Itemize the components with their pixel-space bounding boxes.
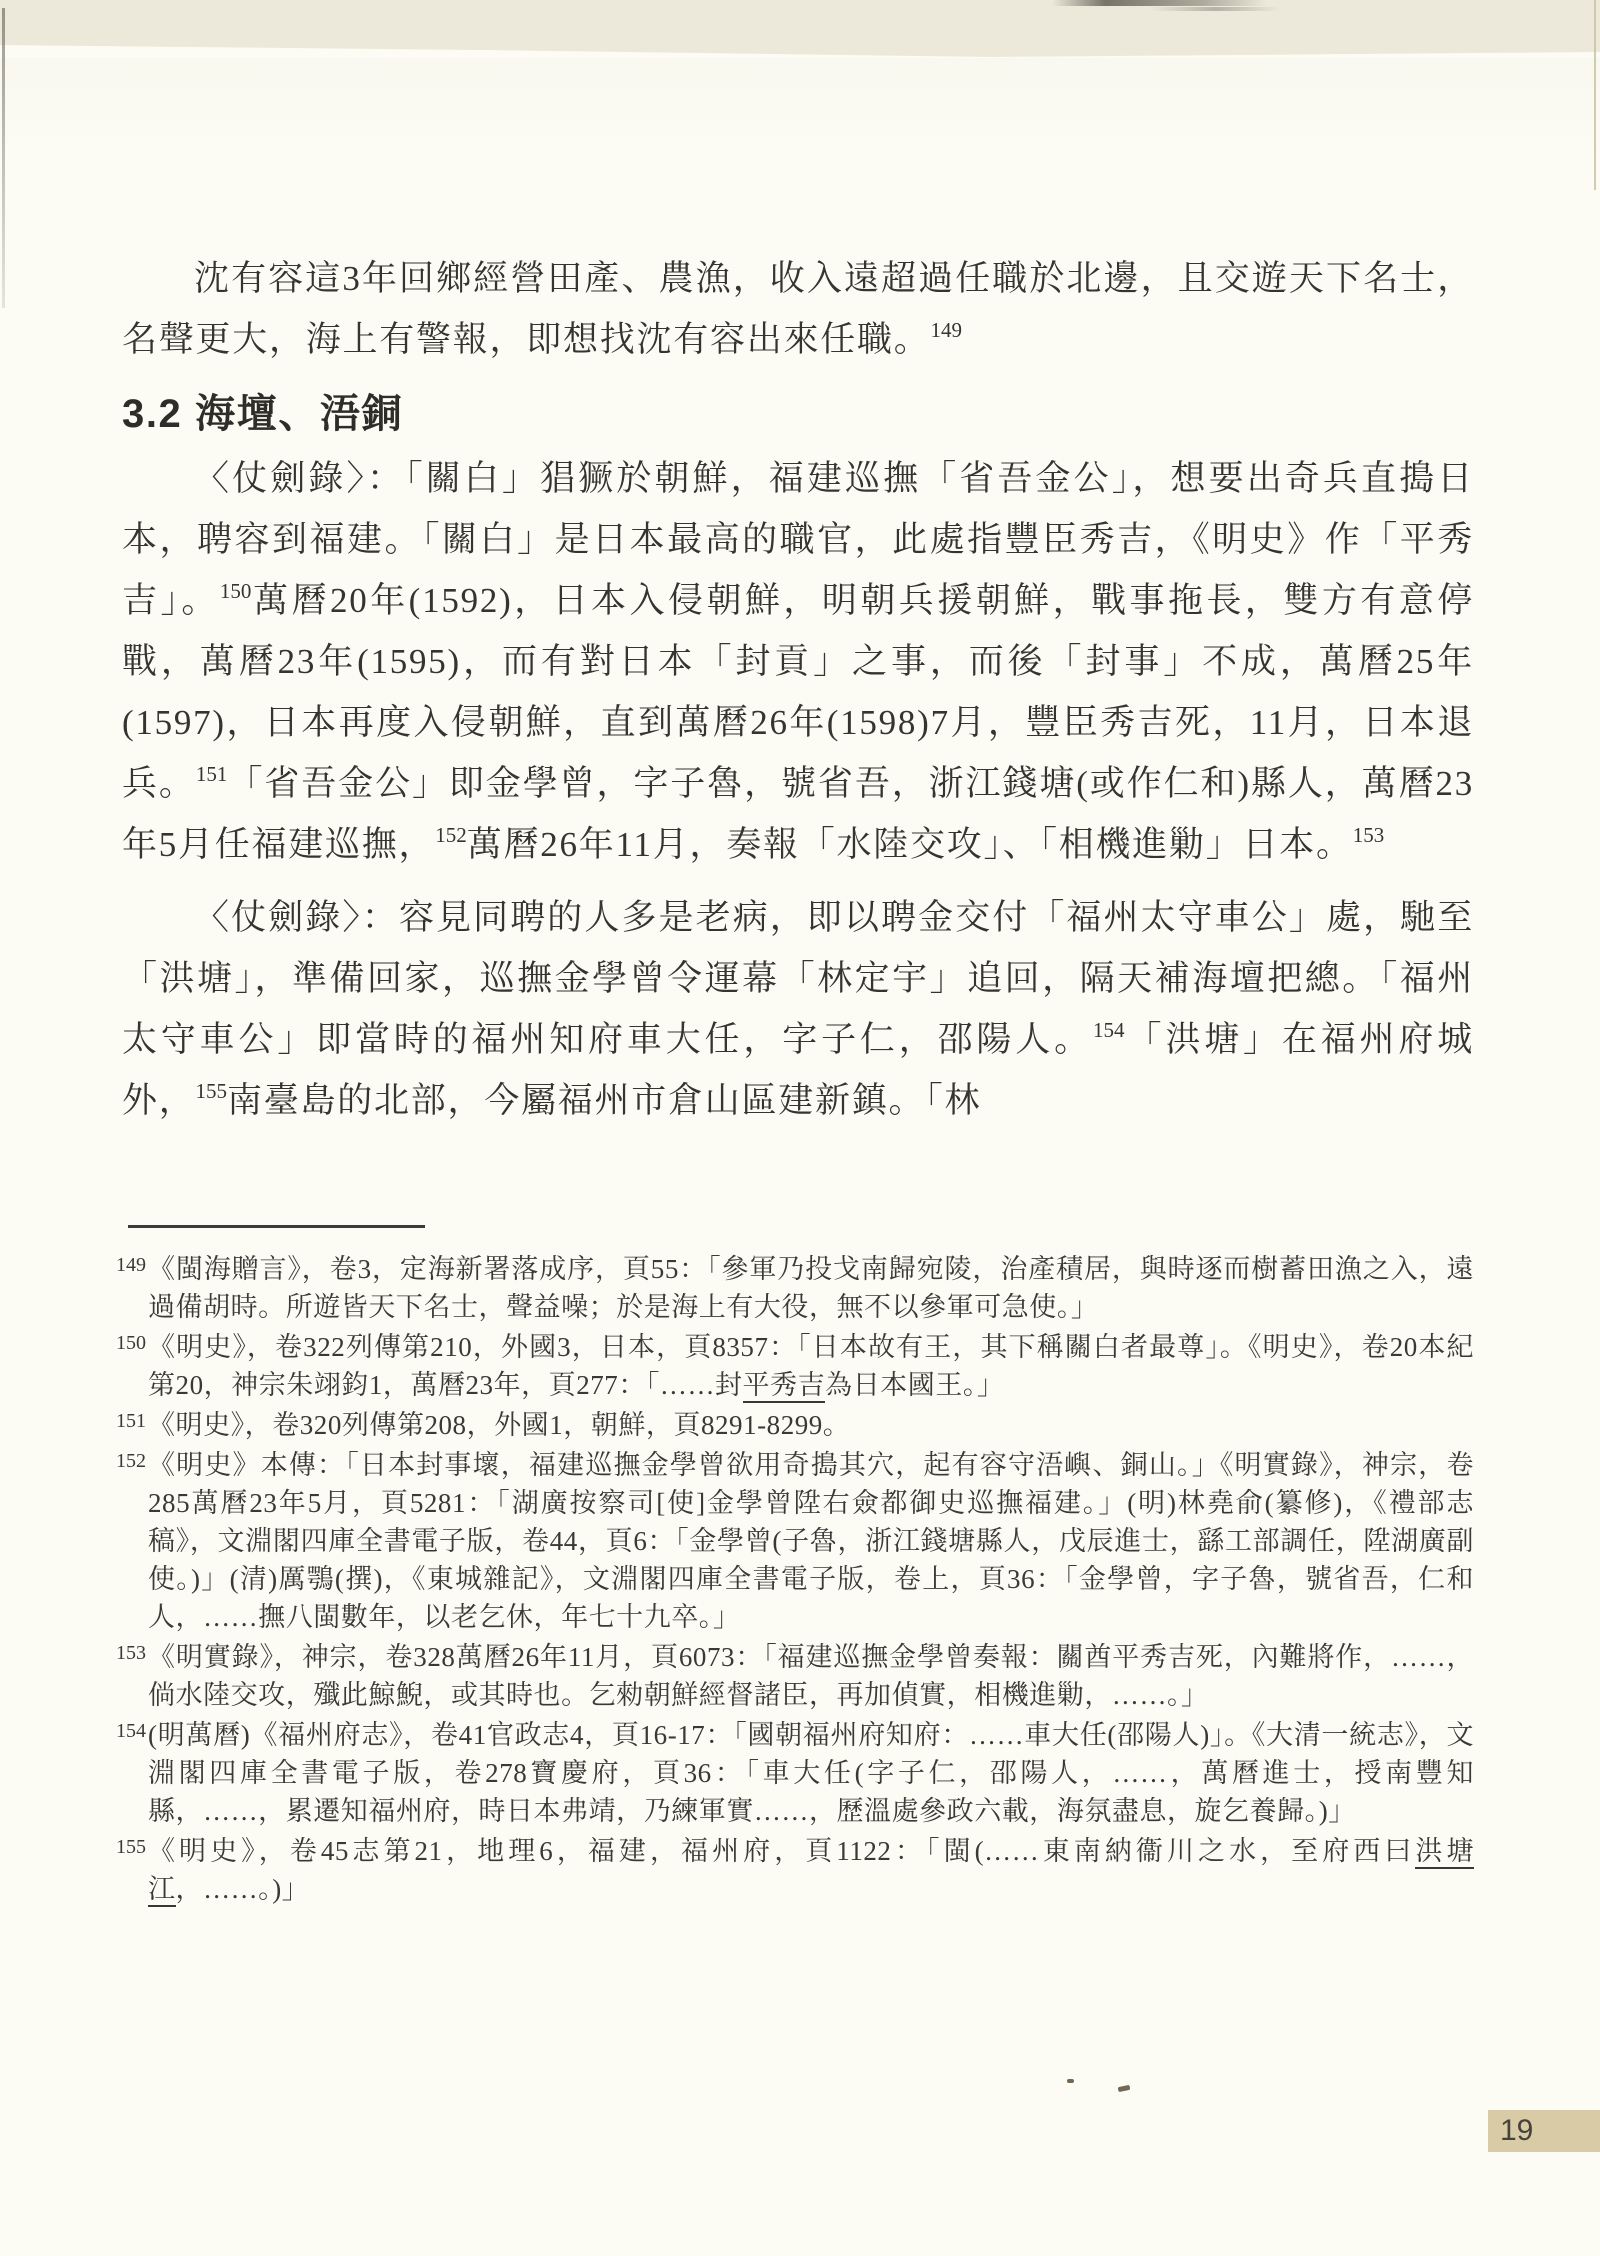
scan-artifact-left-edge xyxy=(2,8,5,308)
underlined-text: 平秀吉 xyxy=(743,1370,826,1403)
text-run: 《明史》，卷322列傳第210，外國3，日本，頁8357：「日本故有王，其下稱關白者最尊」。《明史》，卷20本紀第20，神宗朱翊鈞1，萬曆23年，頁277：「……封 xyxy=(148,1332,1474,1400)
footnote-number: 149 xyxy=(116,1254,146,1276)
footnote-ref: 154 xyxy=(1092,1018,1125,1042)
footnote-item-154 xyxy=(116,1716,1474,1830)
footnote-number: 151 xyxy=(116,1410,146,1432)
page-number-tab xyxy=(1488,2110,1600,2152)
footnote-text xyxy=(148,1642,1474,1710)
text-run: 萬曆20年(1592)，日本入侵朝鮮，明朝兵援朝鮮，戰事拖長，雙方有意停戰，萬曆23年(1595)，而有對日本「封貢」之事，而後「封事」不成，萬曆25年(1597)，日本再度入侵朝鮮，直到萬曆26年(1598)7月，豐臣秀吉死，11月，日本退兵。 xyxy=(122,581,1474,803)
footnote-ref: 153 xyxy=(1352,823,1385,847)
footnote-item-150 xyxy=(116,1328,1474,1404)
footnote-ref: 149 xyxy=(930,318,963,342)
footnote-text xyxy=(148,1450,1474,1632)
text-run: 《閩海贈言》，卷3，定海新署落成序，頁55：「參軍乃投戈南歸宛陵，治產積居，與時逐而樹蓄田漁之入，遠過備胡時。所遊皆天下名士，聲益噪；於是海上有大役，無不以參軍可急使。」 xyxy=(148,1254,1474,1322)
paragraph-guanbai xyxy=(122,448,1474,875)
text-run: 〈仗劍錄〉：容見同聘的人多是老病，即以聘金交付「福州太守車公」處，馳至「洪塘」，準備回家，巡撫金學曾令運幕「林定宇」追回，隔天補海壇把總。「福州太守車公」即當時的福州知府車大任，字子仁，邵陽人。 xyxy=(122,898,1474,1059)
text-run: 南臺島的北部，今屬福州市倉山區建新鎮。「林 xyxy=(227,1081,982,1120)
text-run: 「省吾金公」即金學曾，字子魯，號省吾，浙江錢塘(或作仁和)縣人，萬曆23年5月任福建巡撫， xyxy=(122,764,1474,864)
text-run: ，……。)」 xyxy=(175,1874,310,1904)
text-run: 《明史》，卷45志第21，地理6，福建，福州府，頁1122：「閩(……東南納衞川之水，至府西曰 xyxy=(148,1836,1416,1866)
page-number: 19 xyxy=(1500,2114,1534,2147)
text-run: 《明實錄》，神宗，卷328萬曆26年11月，頁6073：「福建巡撫金學曾奏報：關酋平秀吉死，內難將作，……，倘水陸交攻，殲此鯨鯢，或其時也。乞勑朝鮮經督諸臣，再加偵實，相機進勦，……。」 xyxy=(148,1642,1474,1710)
scan-tint-strip xyxy=(0,58,1600,168)
footnote-ref: 152 xyxy=(435,823,467,847)
footnote-number: 154 xyxy=(116,1720,146,1742)
text-run: 為日本國王。」 xyxy=(825,1370,1005,1400)
text-run: 〈仗劍錄〉：「關白」猖獗於朝鮮，福建巡撫「省吾金公」，想要出奇兵直搗日本，聘容到福建。「關白」是日本最高的職官，此處指豐臣秀吉，《明史》作「平秀吉」。 xyxy=(122,459,1474,620)
footnote-ref: 151 xyxy=(195,762,228,786)
footnote-separator xyxy=(128,1225,425,1228)
footnote-text xyxy=(148,1836,1474,1907)
scan-artifact-top xyxy=(1052,0,1267,6)
text-run: 沈有容這3年回鄉經營田產、農漁，收入遠超過任職於北邊，且交遊天下名士，名聲更大，海上有警報，即想找沈有容出來任職。 xyxy=(122,259,1474,359)
paragraph-intro xyxy=(122,248,1474,370)
text-run: 《明史》本傳：「日本封事壞，福建巡撫金學曾欲用奇搗其穴，起有容守浯嶼、銅山。」《明實錄》，神宗，卷285萬曆23年5月，頁5281：「湖廣按察司[使]金學曾陞右僉都御史巡撫福建。」(明)林堯俞(纂修)，《禮部志稿》，文淵閣四庫全書電子版，卷44，頁6：「金學曾(子魯，浙江錢塘縣人，戊辰進士，繇工部調任，陞湖廣副使。)」(清)厲鶚(撰)，《東城雜記》，文淵閣四庫全書電子版，卷上，頁36：「金學曾，字子魯，號省吾，仁和人，……撫八閩數年，以老乞休，年七十九卒。」 xyxy=(148,1450,1474,1632)
footnote-item-149 xyxy=(116,1250,1474,1326)
scan-speck xyxy=(1118,2085,1131,2092)
text-run: 萬曆26年11月，奏報「水陸交攻」、「相機進勦」日本。 xyxy=(466,825,1353,864)
footnote-number: 150 xyxy=(116,1332,146,1354)
scan-artifact-top-2 xyxy=(1150,7,1280,11)
underlined-text: 洪塘江 xyxy=(148,1836,1474,1907)
footnote-item-153 xyxy=(116,1638,1474,1714)
footnote-number: 153 xyxy=(116,1642,146,1664)
text-run: 「洪塘」在福州府城外， xyxy=(122,1020,1474,1120)
section-heading: 3.2 海壇、浯銅 xyxy=(122,392,404,436)
footnotes-section xyxy=(116,1250,1474,1910)
text-run: (明萬曆)《福州府志》，卷41官政志4，頁16-17：「國朝福州府知府：……車大任(邵陽人)」。《大清一統志》，文淵閣四庫全書電子版，卷278寶慶府，頁36：「車大任(字子仁，邵陽人，……，萬曆進士，授南豐知縣，……，累遷知福州府，時日本弗靖，乃練軍實……，歷溫處參政六載，海氛盡息，旋乞養歸。)」 xyxy=(148,1720,1474,1826)
footnote-item-155 xyxy=(116,1832,1474,1908)
footnote-number: 155 xyxy=(116,1836,146,1858)
scan-artifact-right-edge xyxy=(1594,0,1596,190)
footnote-text xyxy=(148,1720,1474,1826)
footnote-number: 152 xyxy=(116,1450,146,1472)
page-content xyxy=(122,248,1474,1131)
text-run: 《明史》，卷320列傳第208，外國1，朝鮮，頁8291-8299。 xyxy=(148,1410,851,1440)
footnote-ref: 155 xyxy=(195,1079,228,1103)
footnote-text xyxy=(148,1410,850,1440)
footnote-item-151 xyxy=(116,1406,1474,1444)
scanner-edge-band xyxy=(0,0,1600,58)
footnote-text xyxy=(148,1332,1474,1403)
footnote-text xyxy=(148,1254,1474,1322)
footnote-ref: 150 xyxy=(219,579,252,603)
scan-speck xyxy=(1067,2079,1074,2083)
footnote-item-152 xyxy=(116,1446,1474,1636)
paragraph-hongtang xyxy=(122,887,1474,1131)
